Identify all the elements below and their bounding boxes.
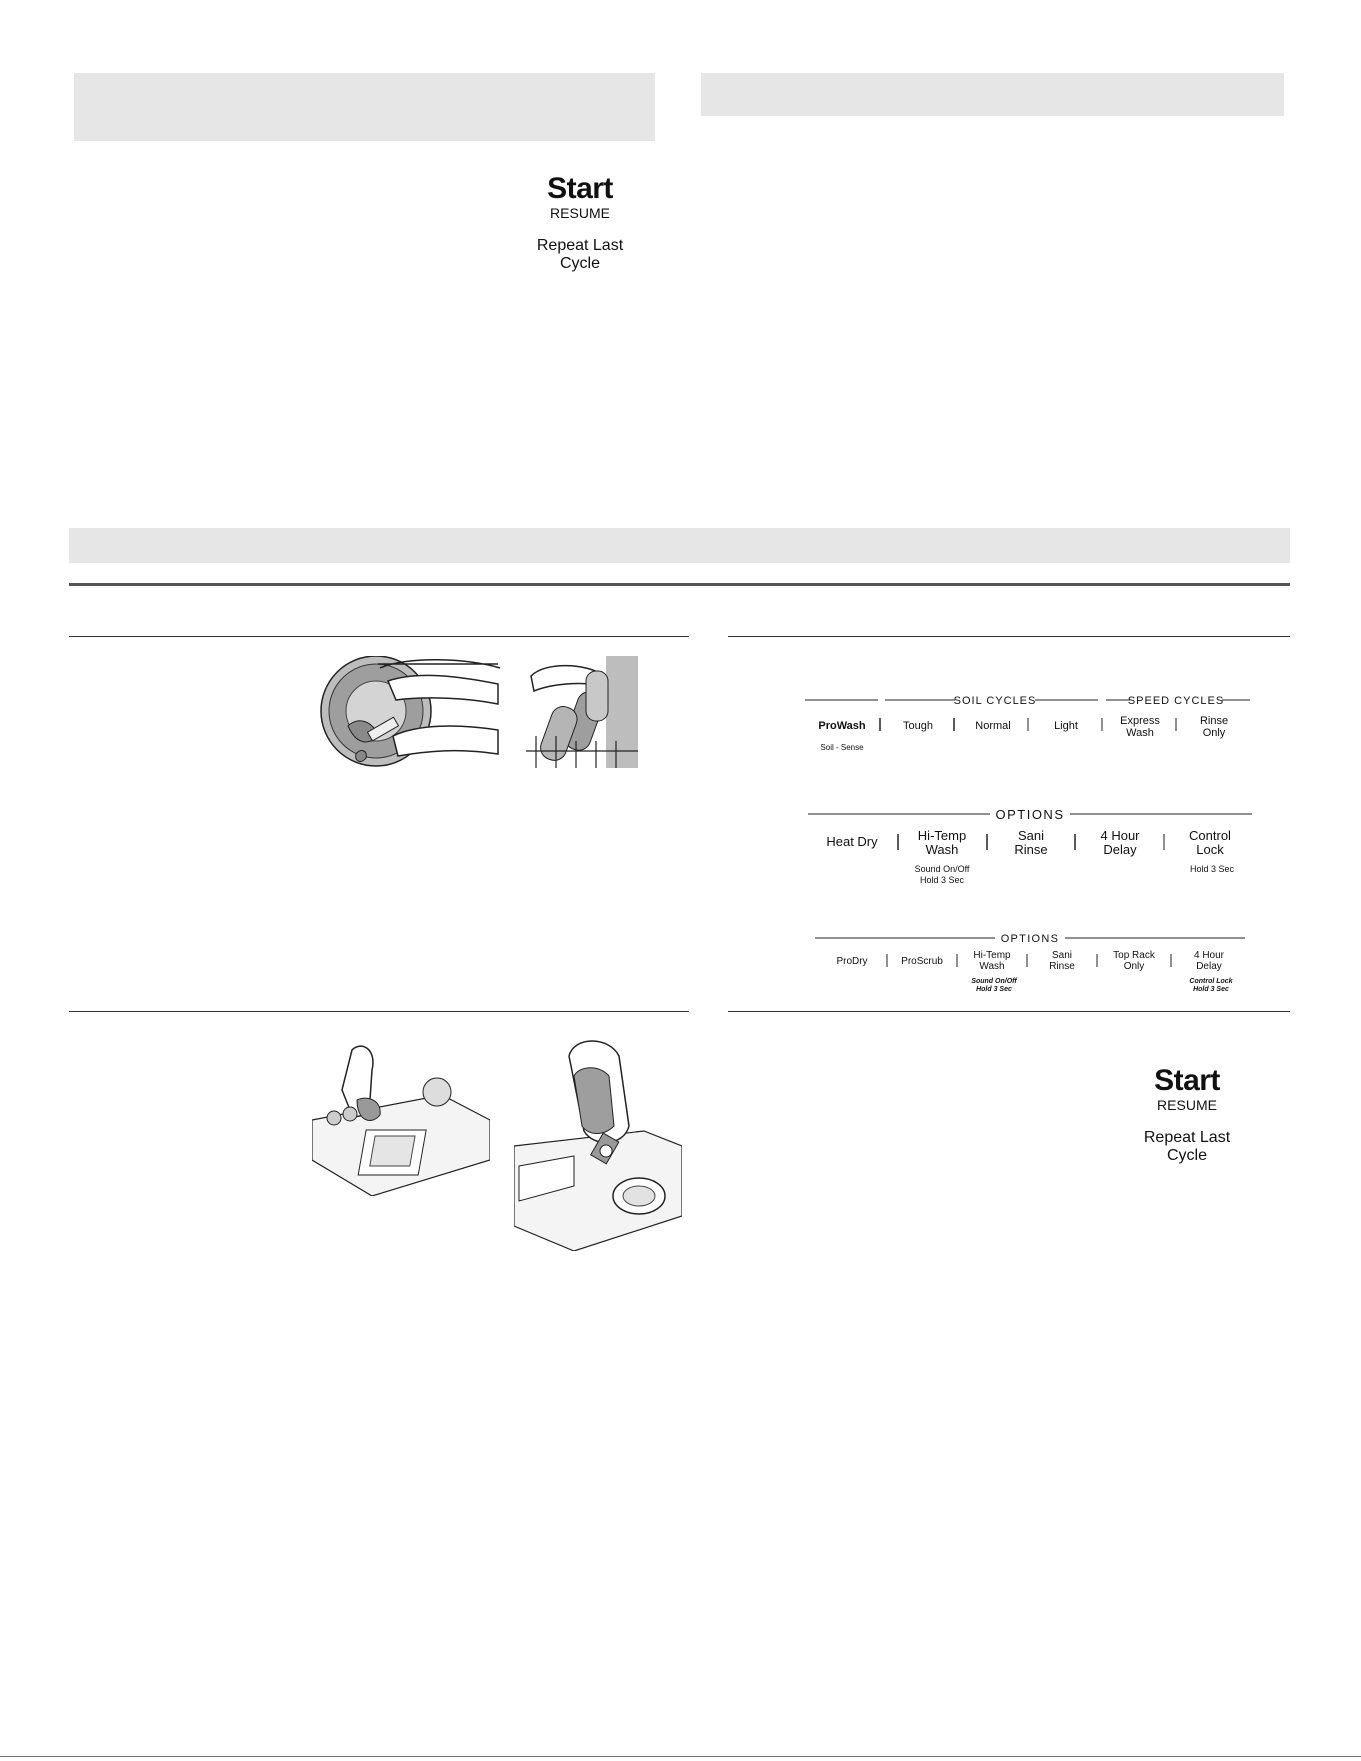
rinse-aid-icon [514,1036,682,1251]
sound-onoff-label-2: Sound On/Off [971,978,1017,985]
top-rack-only-line2: Only [1123,961,1145,972]
repeat-last-label: Repeat Last Cycle [536,237,624,272]
left-top-rule [69,636,689,637]
control-lock-line2: Lock [1196,842,1224,857]
speed-cycles-header: SPEED CYCLES [1127,695,1225,707]
scrape-plate-icon [318,656,503,776]
proscrub-button[interactable]: ProScrub [901,956,943,967]
options-header-1: OPTIONS [995,807,1065,822]
hi-temp-wash-button[interactable]: Hi-Temp [917,828,967,843]
soil-cycles-header: SOIL CYCLES [953,695,1037,707]
four-hour-delay-button[interactable]: 4 Hour [1100,828,1140,843]
light-button[interactable]: Light [1054,720,1078,732]
control-lock-hold-2: Hold 3 Sec [1193,986,1229,993]
sani-rinse-line2: Rinse [1014,842,1048,857]
detergent-pack-icon [312,1040,490,1196]
right-top-rule [728,636,1290,637]
header-band-left [74,73,655,141]
hi-temp-wash-button-2[interactable]: Hi-Temp [973,950,1011,961]
top-rack-only-button[interactable]: Top Rack [1113,950,1155,961]
options-panel-1 [800,800,1260,890]
prowash-button[interactable]: ProWash [818,720,866,732]
express-wash-button-line2: Wash [1126,727,1154,739]
right-mid-rule [728,1011,1290,1012]
left-mid-rule [69,1011,689,1012]
sani-rinse-button[interactable]: Sani [1017,828,1045,843]
four-hour-delay-2-line2: Delay [1196,961,1222,972]
heat-dry-button[interactable]: Heat Dry [826,834,878,849]
sani-rinse-button-2[interactable]: Sani [1051,950,1073,961]
express-wash-button[interactable]: Express [1120,715,1160,727]
start-control-top [510,173,650,273]
lock-hold-label: Hold 3 Sec [1189,864,1235,874]
resume-label: RESUME [550,205,610,221]
section-rule [69,583,1290,586]
rinse-only-button[interactable]: Rinse [1199,715,1229,727]
options-header-2: OPTIONS [1000,933,1060,945]
prodry-button[interactable]: ProDry [836,956,868,967]
load-glasses-icon [526,656,638,768]
start-label-bottom: Start [1154,1064,1220,1097]
header-band-right [701,73,1284,116]
tough-button[interactable]: Tough [903,720,933,732]
page-bottom-rule [0,1756,1361,1757]
four-hour-delay-button-2[interactable]: 4 Hour [1193,950,1225,961]
sound-hold-label-2: Hold 3 Sec [976,986,1012,993]
hi-temp-wash-line2: Wash [925,842,959,857]
section-band [69,528,1290,563]
control-lock-button[interactable]: Control [1189,828,1231,843]
start-label: Start [547,172,613,205]
cycles-panel [800,688,1260,758]
start-control-bottom [1117,1065,1257,1165]
sound-hold-label: Hold 3 Sec [919,875,965,885]
sound-onoff-label: Sound On/Off [914,864,970,874]
options-panel-2 [800,924,1260,1004]
normal-button[interactable]: Normal [975,720,1011,732]
resume-label-bottom: RESUME [1157,1097,1217,1113]
sani-rinse-2-line2: Rinse [1049,961,1075,972]
four-hour-delay-line2: Delay [1103,842,1137,857]
soil-sense-label: Soil - Sense [820,743,864,752]
repeat-last-label-bottom: Repeat Last Cycle [1143,1129,1231,1164]
hi-temp-wash-2-line2: Wash [979,961,1005,972]
rinse-only-button-line2: Only [1202,727,1226,739]
control-lock-label-2: Control Lock [1189,978,1233,985]
